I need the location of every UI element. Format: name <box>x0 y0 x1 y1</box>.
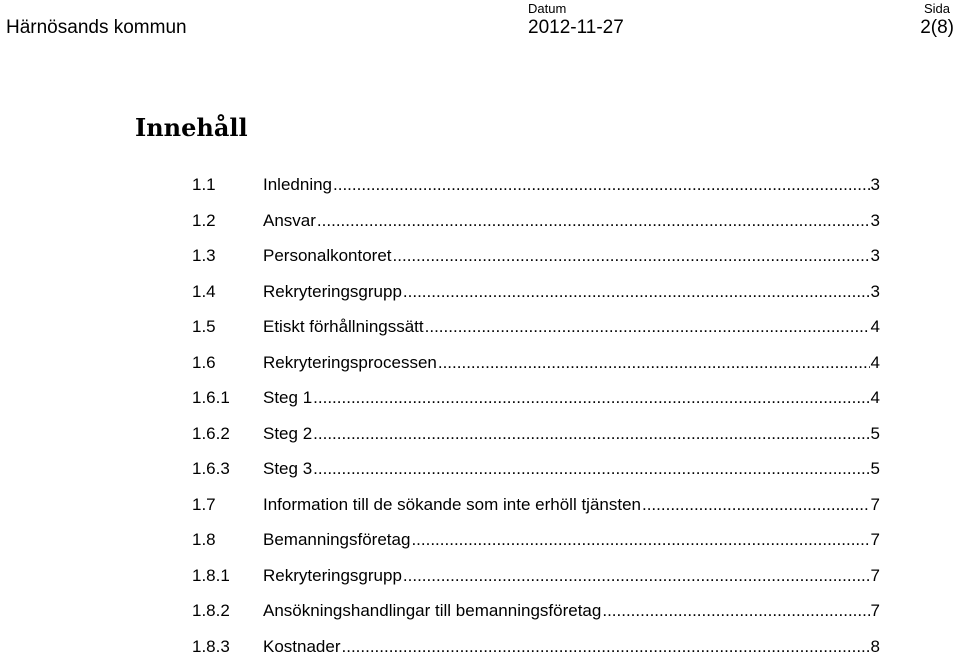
toc-leader-dots <box>403 279 870 305</box>
toc-leader-dots <box>313 385 869 411</box>
toc-heading: Innehåll <box>135 113 248 143</box>
toc-entry-title[interactable]: Steg 1 <box>263 385 312 411</box>
date-label: Datum <box>528 1 566 16</box>
toc-entry-title[interactable]: Etiskt förhållningssätt <box>263 314 424 340</box>
toc-entry-page[interactable]: 8 <box>871 634 880 660</box>
toc-entry[interactable] <box>192 385 880 421</box>
toc-entry-number: 1.8 <box>192 527 263 553</box>
toc-entry-number: 1.1 <box>192 172 263 198</box>
toc-entry-page[interactable]: 5 <box>871 456 880 482</box>
toc-leader-dots <box>411 527 869 553</box>
toc-entry-page[interactable]: 3 <box>871 243 880 269</box>
toc-entry[interactable] <box>192 563 880 599</box>
toc-entry-title[interactable]: Kostnader <box>263 634 341 660</box>
toc-leader-dots <box>333 172 870 198</box>
document-date: 2012-11-27 <box>528 17 624 39</box>
toc-entry-page[interactable]: 3 <box>871 208 880 234</box>
toc-entry-title[interactable]: Inledning <box>263 172 332 198</box>
toc-entry-page[interactable]: 7 <box>871 598 880 624</box>
toc-entry[interactable] <box>192 634 880 669</box>
toc-entry-title[interactable]: Steg 3 <box>263 456 312 482</box>
toc-entry-number: 1.2 <box>192 208 263 234</box>
toc-entry[interactable] <box>192 492 880 528</box>
toc-entry-title[interactable]: Rekryteringsgrupp <box>263 279 402 305</box>
toc-entry-page[interactable]: 4 <box>871 314 880 340</box>
toc-entry-page[interactable]: 7 <box>871 492 880 518</box>
toc-leader-dots <box>313 421 869 447</box>
page-label: Sida <box>924 1 950 16</box>
toc-entry-title[interactable]: Personalkontoret <box>263 243 392 269</box>
toc-entry[interactable] <box>192 527 880 563</box>
toc-entry[interactable] <box>192 350 880 386</box>
toc-entry[interactable] <box>192 314 880 350</box>
toc-entry[interactable] <box>192 279 880 315</box>
toc-leader-dots <box>393 243 870 269</box>
toc-entry-title[interactable]: Bemanningsföretag <box>263 527 410 553</box>
toc-entry-title[interactable]: Information till de sökande som inte erhöll tjänsten <box>263 492 641 518</box>
table-of-contents <box>192 172 880 669</box>
organization-name: Härnösands kommun <box>6 17 187 39</box>
toc-entry-title[interactable]: Ansökningshandlingar till bemanningsföretag <box>263 598 601 624</box>
toc-entry-title[interactable]: Ansvar <box>263 208 316 234</box>
toc-entry[interactable] <box>192 172 880 208</box>
toc-entry-title[interactable]: Steg 2 <box>263 421 312 447</box>
toc-leader-dots <box>342 634 870 660</box>
toc-leader-dots <box>317 208 870 234</box>
toc-entry-number: 1.5 <box>192 314 263 340</box>
toc-entry[interactable] <box>192 421 880 457</box>
page-number: 2(8) <box>920 17 954 39</box>
toc-entry-number: 1.4 <box>192 279 263 305</box>
toc-leader-dots <box>602 598 869 624</box>
toc-entry[interactable] <box>192 598 880 634</box>
toc-entry-page[interactable]: 4 <box>871 350 880 376</box>
toc-entry[interactable] <box>192 208 880 244</box>
toc-leader-dots <box>642 492 870 518</box>
toc-entry-page[interactable]: 7 <box>871 527 880 553</box>
toc-entry-number: 1.6.1 <box>192 385 263 411</box>
toc-leader-dots <box>425 314 870 340</box>
toc-entry-number: 1.6 <box>192 350 263 376</box>
toc-entry[interactable] <box>192 456 880 492</box>
toc-leader-dots <box>313 456 869 482</box>
toc-entry-title[interactable]: Rekryteringsprocessen <box>263 350 437 376</box>
toc-entry-number: 1.8.2 <box>192 598 263 624</box>
toc-entry-title[interactable]: Rekryteringsgrupp <box>263 563 402 589</box>
toc-leader-dots <box>438 350 870 376</box>
toc-entry-page[interactable]: 7 <box>871 563 880 589</box>
toc-entry-number: 1.6.2 <box>192 421 263 447</box>
toc-entry-page[interactable]: 4 <box>871 385 880 411</box>
toc-entry-number: 1.8.1 <box>192 563 263 589</box>
toc-entry-number: 1.3 <box>192 243 263 269</box>
toc-entry-page[interactable]: 5 <box>871 421 880 447</box>
toc-leader-dots <box>403 563 870 589</box>
toc-entry-page[interactable]: 3 <box>871 279 880 305</box>
toc-entry-number: 1.6.3 <box>192 456 263 482</box>
toc-entry[interactable] <box>192 243 880 279</box>
toc-entry-number: 1.7 <box>192 492 263 518</box>
toc-entry-page[interactable]: 3 <box>871 172 880 198</box>
toc-entry-number: 1.8.3 <box>192 634 263 660</box>
